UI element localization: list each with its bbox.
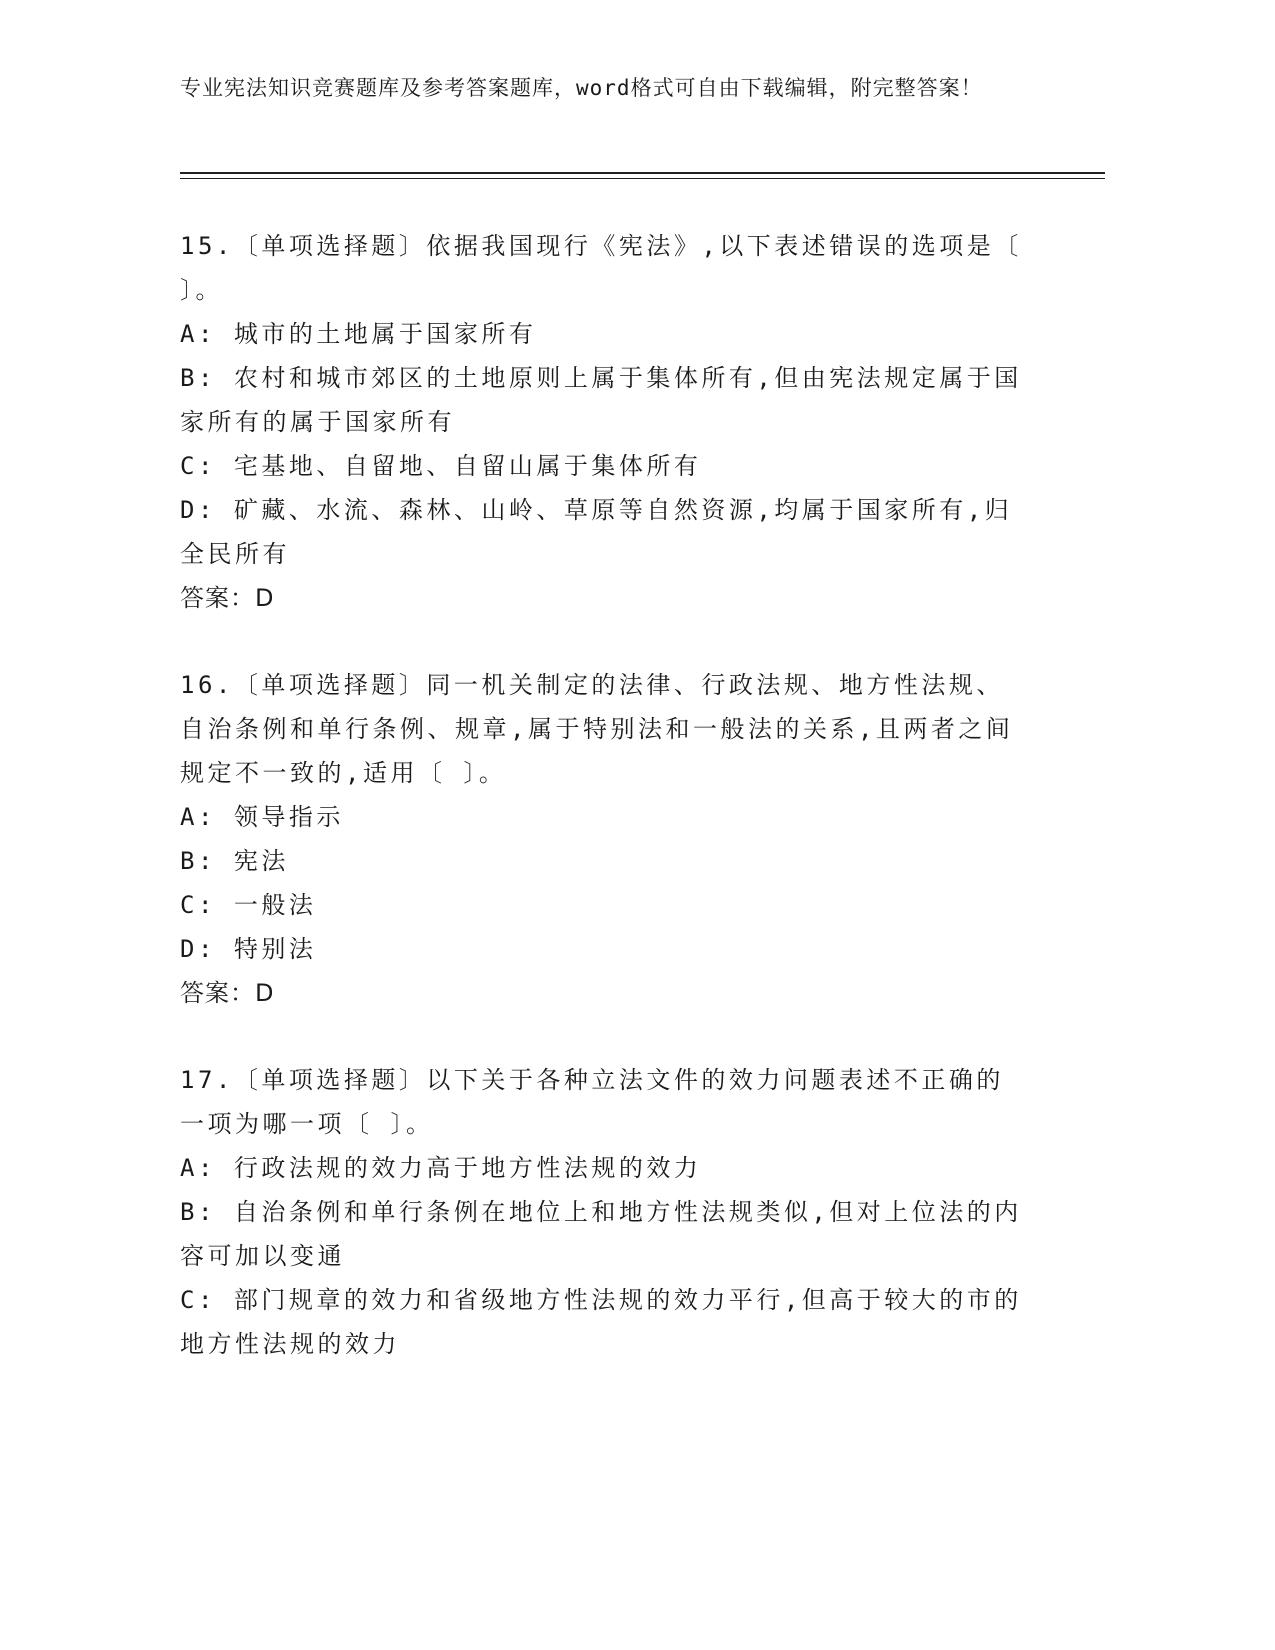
question-stem: 16.〔单项选择题〕同一机关制定的法律、行政法规、地方性法规、自治条例和单行条例、规章,属于特别法和一般法的关系,且两者之间规定不一致的,适用〔 〕。 — [180, 671, 1014, 787]
option-b: B: 自治条例和单行条例在地位上和地方性法规类似,但对上位法的内容可加以变通 — [180, 1198, 1022, 1270]
header-rule-thick — [180, 172, 1105, 174]
option-b: B: 农村和城市郊区的土地原则上属于集体所有,但由宪法规定属于国家所有的属于国家所有 — [180, 364, 1022, 436]
question-17 — [180, 1058, 1030, 1366]
option-d: D: 矿藏、水流、森林、山岭、草原等自然资源,均属于国家所有,归全民所有 — [180, 496, 1013, 568]
question-list — [180, 224, 1030, 1409]
option-c: C: 一般法 — [180, 891, 317, 919]
option-d: D: 特别法 — [180, 935, 317, 963]
answer: 答案：D — [180, 584, 275, 612]
question-stem: 15.〔单项选择题〕依据我国现行《宪法》,以下表述错误的选项是〔 〕。 — [180, 232, 1022, 304]
document-header: 专业宪法知识竞赛题库及参考答案题库，word格式可自由下载编辑，附完整答案！ — [180, 76, 983, 100]
header-rule-thin — [180, 178, 1105, 179]
option-c: C: 部门规章的效力和省级地方性法规的效力平行,但高于较大的市的地方性法规的效力 — [180, 1286, 1022, 1358]
option-a: A: 行政法规的效力高于地方性法规的效力 — [180, 1154, 702, 1182]
option-b: B: 宪法 — [180, 847, 289, 875]
option-a: A: 城市的土地属于国家所有 — [180, 320, 537, 348]
option-a: A: 领导指示 — [180, 803, 344, 831]
question-16 — [180, 663, 1030, 1015]
answer: 答案：D — [180, 979, 275, 1007]
question-stem: 17.〔单项选择题〕以下关于各种立法文件的效力问题表述不正确的一项为哪一项〔 〕。 — [180, 1066, 1004, 1138]
question-15 — [180, 224, 1030, 620]
option-c: C: 宅基地、自留地、自留山属于集体所有 — [180, 452, 702, 480]
